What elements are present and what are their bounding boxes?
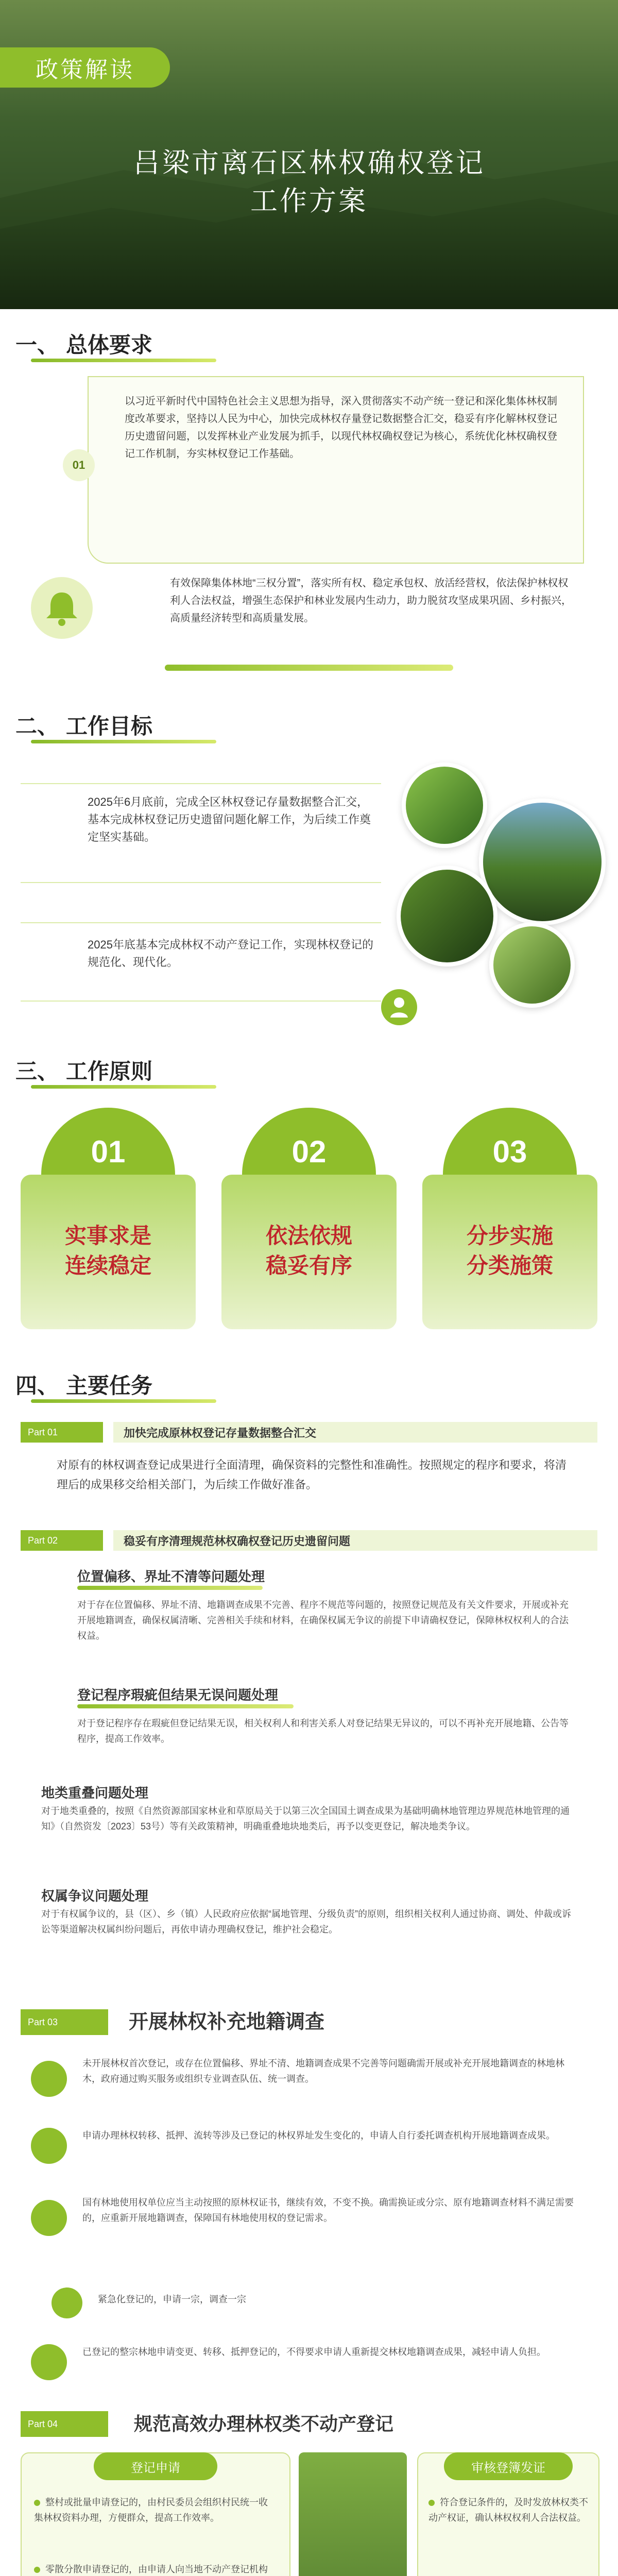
section-heading bbox=[0, 330, 168, 358]
principle-number: 02 bbox=[242, 1108, 376, 1180]
section-underline bbox=[31, 1399, 216, 1403]
part-04-header bbox=[21, 2411, 597, 2437]
section-main-tasks bbox=[0, 1360, 618, 2576]
bell-icon-wrap bbox=[31, 577, 93, 639]
document-title bbox=[0, 144, 618, 221]
section-heading bbox=[0, 711, 168, 739]
principle-text: 依法依规 稳妥有序 bbox=[265, 1224, 352, 1278]
part-title: 规范高效办理林权类不动产登记 bbox=[134, 2413, 394, 2434]
part-tag: Part 04 bbox=[21, 2411, 108, 2437]
part-tag: Part 02 bbox=[21, 1530, 103, 1551]
issue-item bbox=[31, 1783, 587, 1870]
issue-item bbox=[31, 1886, 587, 1973]
principle-card bbox=[21, 1108, 196, 1324]
part-03-header bbox=[21, 2009, 597, 2035]
issue-text: 对于有权属争议的，县（区）、乡（镇）人民政府应依据“属地管理、分级负责”的原则，组织相关权利人通过协商、调处、仲裁或诉讼等渠道解决权属纠纷问题后，再依申请办理确权登记，维护社会稳定。 bbox=[41, 1909, 571, 1935]
section-number: 四、 bbox=[15, 1374, 59, 1398]
section-number: 二、 bbox=[15, 714, 59, 738]
survey-item bbox=[31, 2190, 587, 2262]
principles-row bbox=[21, 1108, 597, 1329]
registration-application-panel bbox=[21, 2452, 290, 2576]
part-title: 开展林权补充地籍调查 bbox=[129, 2011, 325, 2033]
part-tag: Part 01 bbox=[21, 1422, 103, 1443]
part-tag: Part 03 bbox=[21, 2009, 108, 2035]
section-underline bbox=[31, 359, 216, 362]
survey-text: 已登记的整宗林地申请变更、转移、抵押登记的，不得要求申请人重新提交林权地籍调查成果，减轻申请人负担。 bbox=[82, 2347, 546, 2357]
issue-title: 权属争议问题处理 bbox=[41, 1888, 149, 1904]
survey-text: 未开展林权首次登记，或存在位置偏移、界址不清、地籍调查成果不完善等问题确需开展或补充开展地籍调查的林地林木，政府通过购买服务或组织专业调查队伍、统一调查。 bbox=[82, 2058, 564, 2084]
survey-text: 国有林地使用权单位应当主动按照的原林权证书，继续有效，不变不换。确需换证或分宗、原有地籍调查材料不满足需要的，应重新开展地籍调查，保障国有林地使用权的登记需求。 bbox=[82, 2197, 574, 2223]
bell-icon bbox=[31, 577, 93, 639]
panel-header: 登记申请 bbox=[94, 2452, 217, 2480]
section-overall-requirements bbox=[0, 309, 618, 701]
review-certificate-panel bbox=[417, 2452, 599, 2576]
rights-paragraph: 有效保障集体林地“三权分置”，落实所有权、稳定承包权、放活经营权，依法保护林权权利人合法权益，增强生态保护和林业发展内生动力，助力脱贫攻坚成果巩固、乡村振兴，高质量经济转型和高质量发展。 bbox=[170, 578, 572, 624]
principle-card bbox=[422, 1108, 597, 1324]
issue-title: 位置偏移、界址不清等问题处理 bbox=[77, 1569, 265, 1584]
part-02-header bbox=[21, 1530, 597, 1551]
part-title: 稳妥有序清理规范林权确权登记历史遗留问题 bbox=[113, 1530, 597, 1551]
principle-number: 03 bbox=[443, 1108, 577, 1180]
photo-circle-3 bbox=[397, 866, 497, 967]
goal-text-1: 2025年6月底前，完成全区林权登记存量数据整合汇交，基本完成林权登记历史遗留问题化解工作，为后续工作奠定坚实基础。 bbox=[88, 795, 371, 843]
principle-text: 实事求是 连续稳定 bbox=[64, 1224, 151, 1278]
principle-text: 分步实施 分类施策 bbox=[466, 1224, 553, 1278]
section-work-goals bbox=[0, 701, 618, 1051]
forest-photo bbox=[299, 2452, 407, 2576]
photo-circle-2 bbox=[479, 799, 606, 925]
photo-circle-4 bbox=[489, 922, 575, 1008]
badge-01: 01 bbox=[63, 449, 95, 481]
survey-item bbox=[31, 2123, 587, 2174]
section-title: 工作原则 bbox=[66, 1059, 153, 1083]
section-underline bbox=[31, 1085, 216, 1089]
section-work-principles bbox=[0, 1051, 618, 1360]
policy-interpretation-tag: 政策解读 bbox=[0, 47, 170, 88]
issue-item bbox=[31, 1685, 587, 1767]
section-title: 总体要求 bbox=[66, 333, 153, 357]
photo-circle-1 bbox=[402, 762, 487, 848]
requirement-card bbox=[72, 376, 584, 564]
requirement-paragraph: 以习近平新时代中国特色社会主义思想为指导，深入贯彻落实不动产统一登记和深化集体林权制度改革要求，坚持以人民为中心，加快完成林权存量登记数据整合汇交，稳妥有序化解林权登记历史遗留问题，以发挥林业产业发展为抓手，以现代林权确权登记为核心，系统优化林权确权登记工作机制，夯实林权登记工作基础。 bbox=[125, 396, 557, 460]
person-icon bbox=[381, 989, 417, 1025]
issue-text: 对于存在位置偏移、界址不清、地籍调查成果不完善、程序不规范等问题的，按照登记规范及有关文件要求，开展或补充开展地籍调查，确保权属清晰、完善相关手续和材料，在确保权属无争议的前提下申请确权登记，保障林权权利人的合法权益。 bbox=[77, 1600, 569, 1641]
part-03-items bbox=[31, 2050, 587, 2411]
goal-card-2 bbox=[21, 922, 381, 1002]
panel-header: 审核登簿发证 bbox=[444, 2452, 573, 2480]
goal-card-1 bbox=[21, 783, 381, 883]
issue-title: 地类重叠问题处理 bbox=[41, 1785, 149, 1801]
issue-text: 对于地类重叠的，按照《自然资源部国家林业和草原局关于以第三次全国国土调查成果为基础明确林地管理边界规范林地管理的通知》（自然资发〔2023〕53号）等有关政策精神，明确重叠地块地类后，再予以变更登记，解决地类争议。 bbox=[41, 1806, 570, 1832]
hero-banner bbox=[0, 0, 618, 309]
title-line-2: 工作方案 bbox=[250, 185, 368, 217]
goal-text-2: 2025年底基本完成林权不动产登记工作，实现林权登记的规范化、现代化。 bbox=[88, 938, 373, 969]
survey-text: 紧急化登记的，申请一宗，调查一宗 bbox=[98, 2294, 246, 2304]
principle-card bbox=[221, 1108, 397, 1324]
part-title: 加快完成原林权登记存量数据整合汇交 bbox=[113, 1422, 597, 1443]
part-02-items bbox=[31, 1566, 587, 2009]
section-number: 三、 bbox=[15, 1059, 59, 1083]
issue-text: 对于登记程序存在瑕疵但登记结果无误，相关权利人和利害关系人对登记结果无异议的，可以不再补充开展地籍、公告等程序，提高工作效率。 bbox=[77, 1718, 569, 1744]
title-line-1: 吕梁市离石区林权确权登记 bbox=[133, 147, 485, 179]
section-heading bbox=[0, 1370, 168, 1398]
decor-bar bbox=[165, 665, 453, 671]
principle-number: 01 bbox=[41, 1108, 175, 1180]
part-01-header bbox=[21, 1422, 597, 1443]
section-title: 主要任务 bbox=[66, 1374, 153, 1398]
panel-item: 整村或批量申请登记的，由村民委员会组织村民统一收集林权资料办理，方便群众，提高工作效率。 bbox=[34, 2497, 268, 2523]
section-title: 工作目标 bbox=[66, 714, 153, 738]
section-heading bbox=[0, 1056, 168, 1084]
section-number: 一、 bbox=[15, 333, 59, 357]
survey-text: 申请办理林权转移、抵押、流转等涉及已登记的林权界址发生变化的，申请人自行委托调查机构开展地籍调查成果。 bbox=[82, 2130, 555, 2141]
issue-title: 登记程序瑕疵但结果无误问题处理 bbox=[77, 1687, 279, 1703]
panel-item: 符合登记条件的，及时发放林权类不动产权证，确认林权权利人合法权益。 bbox=[428, 2497, 588, 2523]
survey-item bbox=[31, 2339, 587, 2391]
part-01-text: 对原有的林权调查登记成果进行全面清理，确保资料的完整性和准确性。按照规定的程序和要求，将清理后的成果移交给相关部门，为后续工作做好准备。 bbox=[57, 1459, 567, 1491]
panel-item: 零散分散申请登记的，由申请人向当地不动产登记机构 bbox=[34, 2562, 276, 2576]
section-underline bbox=[31, 740, 216, 743]
survey-item bbox=[31, 2050, 587, 2112]
survey-item bbox=[31, 2282, 587, 2324]
issue-item bbox=[31, 1566, 587, 1669]
